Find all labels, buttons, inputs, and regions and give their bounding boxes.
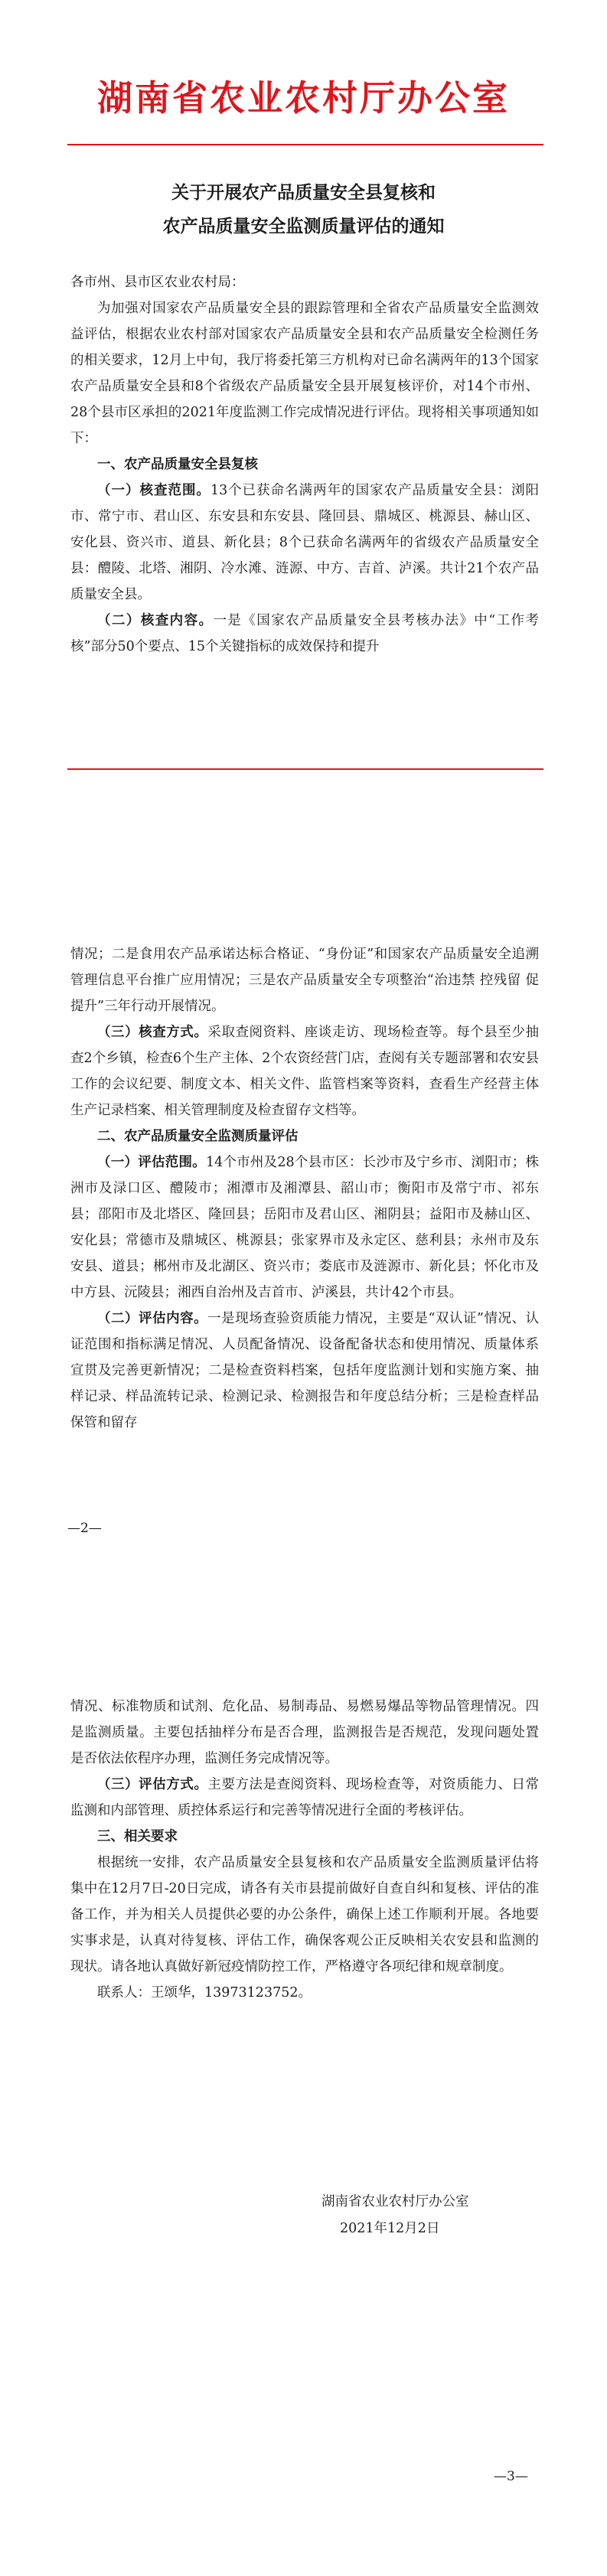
issuing-office-header: 湖南省农业农村厅办公室 [97, 77, 510, 119]
page-number-2: —2— [67, 1521, 102, 1536]
s1-content-label: （二）核查内容。 [97, 613, 214, 628]
document-title-line-1: 关于开展农产品质量安全县复核和 [171, 182, 436, 203]
section-1-heading: 一、农产品质量安全县复核 [97, 457, 258, 472]
s2-method-paragraph [70, 1772, 539, 1824]
signature-date: 2021年12月2日 [340, 2221, 440, 2236]
s1-method-label: （三）核查方式。 [97, 1025, 208, 1040]
s1-method-text: 采取查阅资料、座谈走访、现场检查等。每个县至少抽查2个乡镇，检查6个生产主体、2个农资经营门店，查阅有关专题部署和农安县工作的会议纪要、制度文本、相关文件、监管档案等资料，查看生产经营主体生产记录档案、相关管理制度及检查留存文档等。 [70, 1025, 540, 1118]
section-2-heading: 二、农产品质量安全监测质量评估 [97, 1129, 299, 1144]
s2-scope-text: 14个市州及28个县市区：长沙市及宁乡市、浏阳市；株洲市及渌口区、醴陵市；湘潭市及湘潭县、韶山市；衡阳市及常宁市、祁东县；邵阳市及北塔区、隆回县；岳阳市及君山区、湘阴县；益阳市及赫山区、安化县；常德市及鼎城区、桃源县；张家界市及永定区、慈利县；永州市及东安县、道县；郴州市及北湖区、资兴市；娄底市及涟源市、新化县；怀化市及中方县、沅陵县；湘西自治州及吉首市、泸溪县，共计42个市县。 [70, 1155, 540, 1300]
salutation: 各市州、县市区农业农村局： [70, 275, 245, 290]
header-red-rule [67, 144, 543, 145]
document-title-line-2: 农产品质量安全监测质量评估的通知 [162, 216, 445, 236]
s1-content-text-part1: 一是《国家农产品质量安全县考核办法》中“工作考核”部分50个要点、15个关键指标的成效保持和提升 [70, 613, 539, 654]
s2-scope-paragraph [70, 1149, 539, 1306]
s1-scope-paragraph [70, 478, 539, 608]
s1-scope-text: 13个已获命名满两年的国家农产品质量安全县：浏阳市、常宁市、君山区、东安县和东安县、隆回县、鼎城区、桃源县、赫山区、安化县、资兴市、道县、新化县；8个已获命名满两年的省级农产品质量安全县：醴陵、北塔、湘阴、冷水滩、涟源、中方、吉首、泸溪。共计21个农产品质量安全县。 [70, 483, 539, 602]
page2-body [70, 941, 539, 1436]
s1-content-paragraph [70, 608, 539, 660]
s2-content-label: （二）评估内容。 [97, 1311, 208, 1326]
page3-body [70, 1694, 539, 2006]
document-title [0, 176, 607, 243]
s2-method-label: （三）评估方式。 [97, 1777, 208, 1792]
s2-content-text-part1: 一是现场查验资质能力情况，主要是“双认证”情况、认证范围和指标满足情况、人员配备情况、设备配备状态和使用情况、质量体系宣贯及完善更新情况；二是检查资料档案，包括年度监测计划和实施方案、抽样记录、样品流转记录、检测记录、检测报告和年度总结分析；三是检查样品保管和留存 [70, 1311, 539, 1430]
s2-content-text-part2: 情况、标准物质和试剂、危化品、易制毒品、易燃易爆品等物品管理情况。四是监测质量。主要包括抽样分布是否合理，监测报告是否规范，发现问题处置是否依法依程序办理，监测任务完成情况等。 [70, 1699, 539, 1766]
s2-scope-label: （一）评估范围。 [97, 1155, 206, 1170]
contact-line: 联系人：王颂华，13973123752。 [97, 1985, 312, 2000]
section-3-heading: 三、相关要求 [97, 1829, 178, 1844]
page-number-3: —3— [494, 2469, 528, 2484]
s1-content-text-part2: 情况；二是食用农产品承诺达标合格证、“身份证”和国家农产品质量安全追溯管理信息平台推广应用情况；三是农产品质量安全专项整治“治违禁 控残留 促提升”三年行动开展情况。 [70, 947, 539, 1014]
footer-red-rule [67, 768, 543, 770]
s2-content-paragraph [70, 1306, 539, 1436]
s1-scope-label: （一）核查范围。 [97, 483, 210, 498]
signature-org: 湖南省农业农村厅办公室 [321, 2194, 469, 2209]
page1-body [70, 269, 539, 660]
s3-paragraph: 根据统一安排，农产品质量安全县复核和农产品质量安全监测质量评估将集中在12月7日-20日完成，请各有关市县提前做好自查自纠和复核、评估的准备工作，并为相关人员提供必要的办公条件，确保上述工作顺利开展。各地要实事求是，认真对待复核、评估工作，确保客观公正反映相关农安县和监测的现状。请各地认真做好新冠疫情防控工作，严格遵守各项纪律和规章制度。 [70, 1855, 539, 1974]
intro-paragraph: 为加强对国家农产品质量安全县的跟踪管理和全省农产品质量安全监测效益评估，根据农业农村部对国家农产品质量安全县和农产品质量安全检测任务的相关要求，12月上中旬，我厅将委托第三方机构对已命名满两年的13个国家农产品质量安全县和8个省级农产品质量安全县开展复核评价，对14个市州、28个县市区承担的2021年度监测工作完成情况进行评估。现将相关事项通知如下： [70, 301, 539, 446]
s1-method-paragraph [70, 1019, 539, 1123]
s2-method-text: 主要方法是查阅资料、现场检查等，对资质能力、日常监测和内部管理、质控体系运行和完善等情况进行全面的考核评估。 [70, 1777, 540, 1818]
